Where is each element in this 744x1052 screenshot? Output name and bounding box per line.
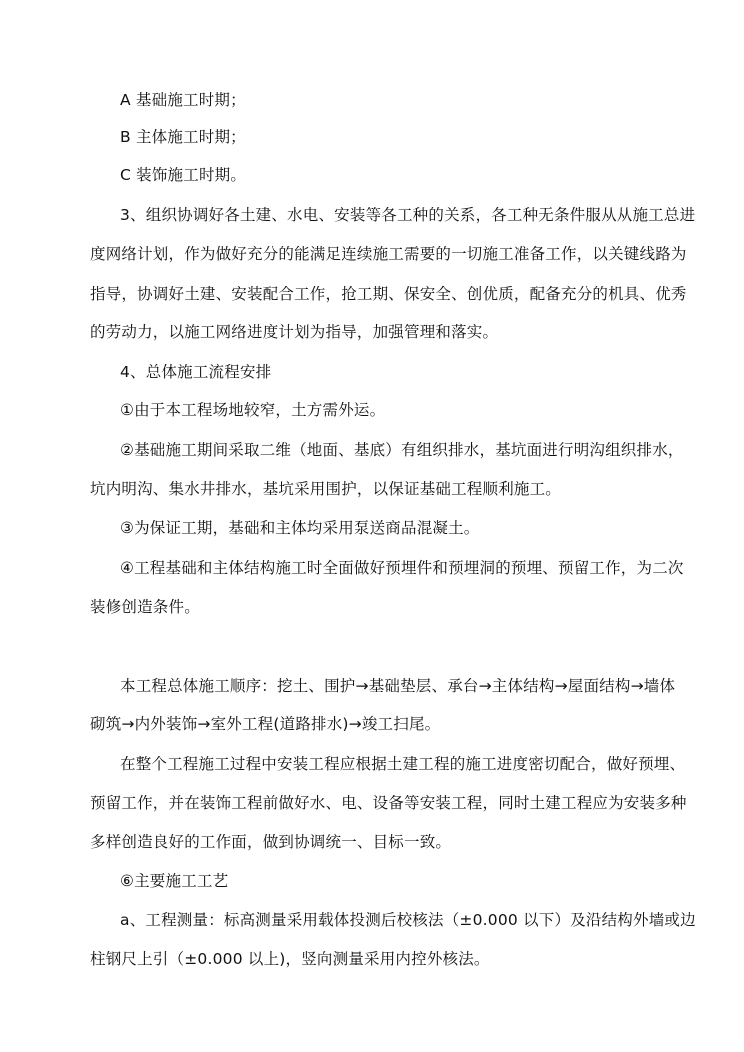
text-line: 度网络计划，作为做好充分的能满足连续施工需要的一切施工准备工作，以关键线路为 bbox=[90, 245, 687, 263]
text-line: 砌筑→内外装饰→室外工程(道路排水)→竣工扫尾。 bbox=[90, 715, 441, 733]
text-line: a、工程测量：标高测量采用载体投测后校核法（±0.000 以下）及沿结构外墙或边 bbox=[120, 911, 696, 929]
text-line: 坑内明沟、集水井排水，基坑采用围护，以保证基础工程顺利施工。 bbox=[90, 480, 562, 498]
text-line: ④工程基础和主体结构施工时全面做好预埋件和预埋洞的预埋、预留工作，为二次 bbox=[120, 559, 684, 577]
text-line: A 基础施工时期； bbox=[120, 91, 246, 109]
text-line: 本工程总体施工顺序：挖土、围护→基础垫层、承台→主体结构→屋面结构→墙体 bbox=[120, 677, 676, 695]
text-line: 3、组织协调好各土建、水电、安装等各工种的关系，各工种无条件服从从施工总进 bbox=[120, 206, 696, 224]
text-line: 多样创造良好的工作面，做到协调统一、目标一致。 bbox=[90, 833, 452, 851]
text-line: ③为保证工期，基础和主体均采用泵送商品混凝土。 bbox=[120, 519, 480, 537]
text-line: 的劳动力，以施工网络进度计划为指导，加强管理和落实。 bbox=[90, 323, 499, 341]
text-line: 柱钢尺上引（±0.000 以上)，竖向测量采用内控外核法。 bbox=[90, 950, 490, 968]
text-line: B 主体施工时期； bbox=[120, 128, 246, 146]
text-line: C 装饰施工时期。 bbox=[120, 166, 247, 184]
text-line: 装修创造条件。 bbox=[90, 598, 200, 616]
text-line: 预留工作，并在装饰工程前做好水、电、设备等安装工程，同时土建工程应为安装多种 bbox=[90, 794, 687, 812]
section-heading: 4、总体施工流程安排 bbox=[120, 363, 272, 381]
text-line: 在整个工程施工过程中安装工程应根据土建工程的施工进度密切配合，做好预埋、 bbox=[120, 755, 686, 773]
text-line: ①由于本工程场地较窄，土方需外运。 bbox=[120, 401, 386, 419]
section-heading: ⑥主要施工工艺 bbox=[120, 872, 229, 890]
text-line: ②基础施工期间采取二维（地面、基底）有组织排水，基坑面进行明沟组织排水， bbox=[120, 441, 684, 459]
text-line: 指导，协调好土建、安装配合工作，抢工期、保安全、创优质，配备充分的机具、优秀 bbox=[90, 285, 687, 303]
